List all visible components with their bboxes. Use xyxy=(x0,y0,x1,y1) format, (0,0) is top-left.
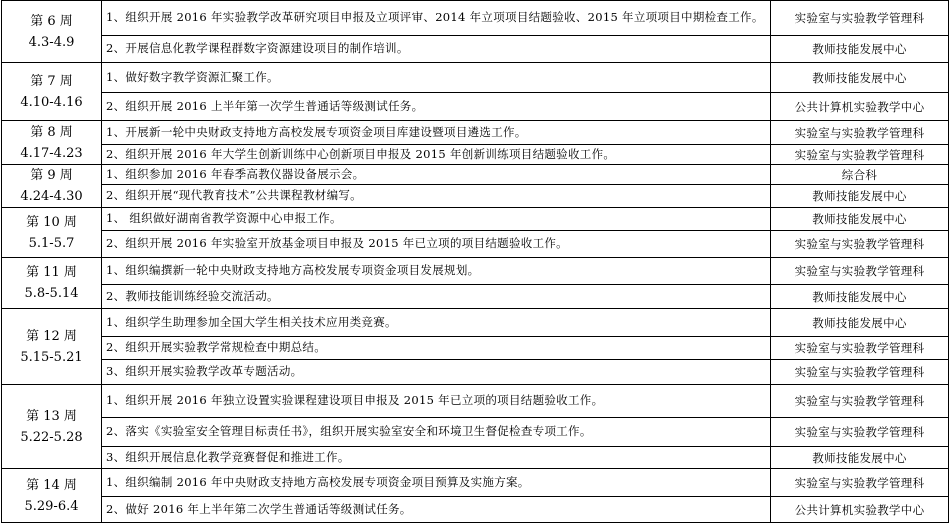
week-cell xyxy=(2,258,102,309)
week-cell xyxy=(2,1,102,63)
table-row xyxy=(2,208,949,231)
table-row xyxy=(2,337,949,360)
task-description: 1、组织编撰新一轮中央财政支持地方高校发展专项资金项目发展规划。 xyxy=(102,258,771,285)
responsible-department: 实验室与实验教学管理科 xyxy=(771,469,949,497)
table-row xyxy=(2,63,949,93)
table-row xyxy=(2,258,949,285)
table-row xyxy=(2,285,949,309)
responsible-department: 实验室与实验教学管理科 xyxy=(771,121,949,145)
table-row xyxy=(2,360,949,385)
responsible-department: 教师技能发展中心 xyxy=(771,285,949,309)
week-label: 第 13 周 xyxy=(26,408,77,424)
responsible-department: 教师技能发展中心 xyxy=(771,447,949,469)
task-description: 3、组织开展信息化教学竞赛督促和推进工作。 xyxy=(102,447,771,469)
task-description: 1、 组织做好湖南省教学资源中心申报工作。 xyxy=(102,208,771,231)
responsible-department: 实验室与实验教学管理科 xyxy=(771,258,949,285)
table-row xyxy=(2,1,949,36)
week-label: 第 14 周 xyxy=(26,477,77,493)
week-label: 第 11 周 xyxy=(26,265,77,280)
task-description: 2、开展信息化教学课程群数字资源建设项目的制作培训。 xyxy=(102,36,771,63)
task-description: 1、组织学生助理参加全国大学生相关技术应用类竞赛。 xyxy=(102,309,771,337)
task-description: 1、组织开展 2016 年独立设置实验课程建设项目申报及 2015 年已立项的项目结题验收工作。 xyxy=(102,385,771,418)
table-row xyxy=(2,165,949,185)
week-label: 第 10 周 xyxy=(26,214,77,230)
schedule-table xyxy=(1,0,949,523)
week-cell xyxy=(2,385,102,469)
responsible-department: 实验室与实验教学管理科 xyxy=(771,385,949,418)
task-description: 1、做好数字教学资源汇聚工作。 xyxy=(102,63,771,93)
responsible-department: 教师技能发展中心 xyxy=(771,208,949,231)
table-row xyxy=(2,385,949,418)
week-dates: 4.17-4.23 xyxy=(20,145,83,161)
schedule-body xyxy=(2,1,949,523)
task-description: 2、组织开展“现代教育技术”公共课程教材编写。 xyxy=(102,185,771,208)
responsible-department: 实验室与实验教学管理科 xyxy=(771,1,949,36)
table-row xyxy=(2,121,949,145)
week-label: 第 7 周 xyxy=(30,73,73,89)
week-cell xyxy=(2,165,102,208)
responsible-department: 教师技能发展中心 xyxy=(771,185,949,208)
responsible-department: 公共计算机实验教学中心 xyxy=(771,497,949,523)
task-description: 1、开展新一轮中央财政支持地方高校发展专项资金项目库建设暨项目遴选工作。 xyxy=(102,121,771,145)
task-description: 1、组织参加 2016 年春季高教仪器设备展示会。 xyxy=(102,165,771,185)
responsible-department: 实验室与实验教学管理科 xyxy=(771,418,949,447)
week-dates: 4.3-4.9 xyxy=(28,34,75,50)
table-row xyxy=(2,309,949,337)
task-description: 1、组织编制 2016 年中央财政支持地方高校发展专项资金项目预算及实施方案。 xyxy=(102,469,771,497)
task-description: 3、组织开展实验教学改革专题活动。 xyxy=(102,360,771,385)
task-description: 2、组织开展 2016 上半年第一次学生普通话等级测试任务。 xyxy=(102,93,771,121)
responsible-department: 综合科 xyxy=(771,165,949,185)
task-description: 1、组织开展 2016 年实验教学改革研究项目申报及立项评审、2014 年立项项目结题验收、2015 年立项项目中期检查工作。 xyxy=(102,1,771,36)
week-dates: 5.15-5.21 xyxy=(20,349,83,365)
week-cell xyxy=(2,63,102,121)
week-dates: 5.8-5.14 xyxy=(24,286,79,301)
responsible-department: 教师技能发展中心 xyxy=(771,36,949,63)
table-row xyxy=(2,469,949,497)
task-description: 2、做好 2016 年上半年第二次学生普通话等级测试任务。 xyxy=(102,497,771,523)
week-dates: 4.10-4.16 xyxy=(20,94,83,110)
week-dates: 5.29-6.4 xyxy=(24,498,79,514)
week-cell xyxy=(2,208,102,258)
week-dates: 5.1-5.7 xyxy=(28,235,75,251)
week-label: 第 6 周 xyxy=(30,13,73,29)
week-cell xyxy=(2,309,102,385)
task-description: 2、组织开展 2016 年大学生创新训练中心创新项目申报及 2015 年创新训练项目结题验收工作。 xyxy=(102,145,771,165)
table-row xyxy=(2,231,949,258)
responsible-department: 实验室与实验教学管理科 xyxy=(771,337,949,360)
task-description: 2、落实《实验室安全管理目标责任书》，组织开展实验室安全和环境卫生督促检查专项工作。 xyxy=(102,418,771,447)
table-row xyxy=(2,447,949,469)
week-label: 第 9 周 xyxy=(30,168,73,183)
table-row xyxy=(2,418,949,447)
week-dates: 4.24-4.30 xyxy=(20,189,83,204)
table-row xyxy=(2,145,949,165)
table-row xyxy=(2,36,949,63)
week-label: 第 12 周 xyxy=(26,328,77,344)
week-cell xyxy=(2,121,102,165)
responsible-department: 公共计算机实验教学中心 xyxy=(771,93,949,121)
week-label: 第 8 周 xyxy=(30,124,73,140)
task-description: 2、教师技能训练经验交流活动。 xyxy=(102,285,771,309)
task-description: 2、组织开展实验教学常规检查中期总结。 xyxy=(102,337,771,360)
responsible-department: 实验室与实验教学管理科 xyxy=(771,360,949,385)
table-row xyxy=(2,497,949,523)
week-cell xyxy=(2,469,102,523)
table-row xyxy=(2,185,949,208)
responsible-department: 实验室与实验教学管理科 xyxy=(771,231,949,258)
task-description: 2、组织开展 2016 年实验室开放基金项目申报及 2015 年已立项的项目结题验收工作。 xyxy=(102,231,771,258)
table-row xyxy=(2,93,949,121)
responsible-department: 实验室与实验教学管理科 xyxy=(771,145,949,165)
responsible-department: 教师技能发展中心 xyxy=(771,63,949,93)
responsible-department: 教师技能发展中心 xyxy=(771,309,949,337)
week-dates: 5.22-5.28 xyxy=(20,429,83,445)
